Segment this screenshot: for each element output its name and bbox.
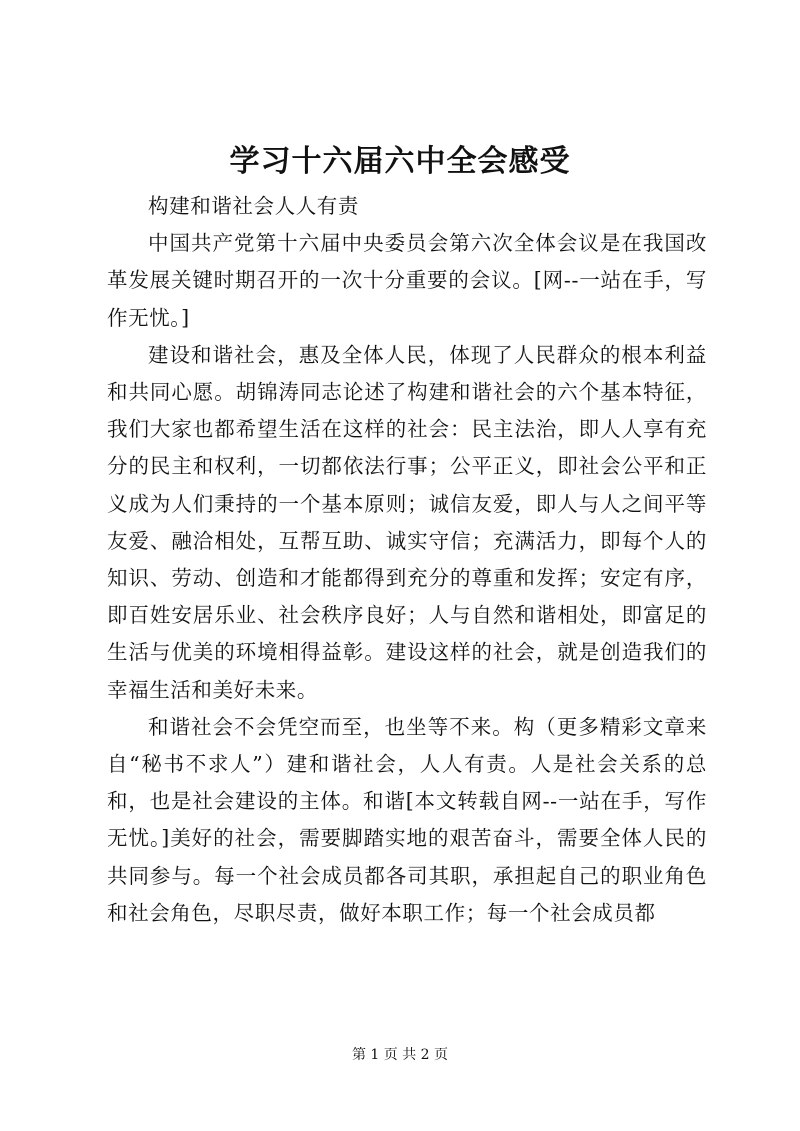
- body-paragraph: 和谐社会不会凭空而至，也坐等不来。构（更多精彩文章来自“秘书不求人”）建和谐社会，人人有责。人是社会关系的总和，也是社会建设的主体。和谐[本文转载自网--一站在手，写作无忧。]美好的社会，需要脚踏实地的艰苦奋斗，需要全体人民的共同参与。每一个社会成员都各司其职，承担起自己的职业角色和社会角色，尽职尽责，做好本职工作；每一个社会成员都: [107, 714, 707, 925]
- body-paragraph: 建设和谐社会，惠及全体人民，体现了人民群众的根本利益和共同心愿。胡锦涛同志论述了构建和谐社会的六个基本特征，我们大家也都希望生活在这样的社会：民主法治，即人人享有充分的民主和权利，一切都依法行事；公平正义，即社会公平和正义成为人们秉持的一个基本原则；诚信友爱，即人与人之间平等友爱、融洽相处，互帮互助、诚实守信；充满活力，即每个人的知识、劳动、创造和才能都得到充分的尊重和发挥；安定有序，即百姓安居乐业、社会秩序良好；人与自然和谐相处，即富足的生活与优美的环境相得益彰。建设这样的社会，就是创造我们的幸福生活和美好未来。: [107, 342, 707, 702]
- body-paragraph: 中国共产党第十六届中央委员会第六次全体会议是在我国改革发展关键时期召开的一次十分重要的会议。[网--一站在手，写作无忧。]: [107, 231, 707, 330]
- page-number-footer: 第 1 页 共 2 页: [351, 1047, 449, 1063]
- document-body: [107, 188, 707, 932]
- subtitle-paragraph: 构建和谐社会人人有责: [148, 194, 359, 218]
- document-title: 学习十六届六中全会感受: [229, 144, 571, 179]
